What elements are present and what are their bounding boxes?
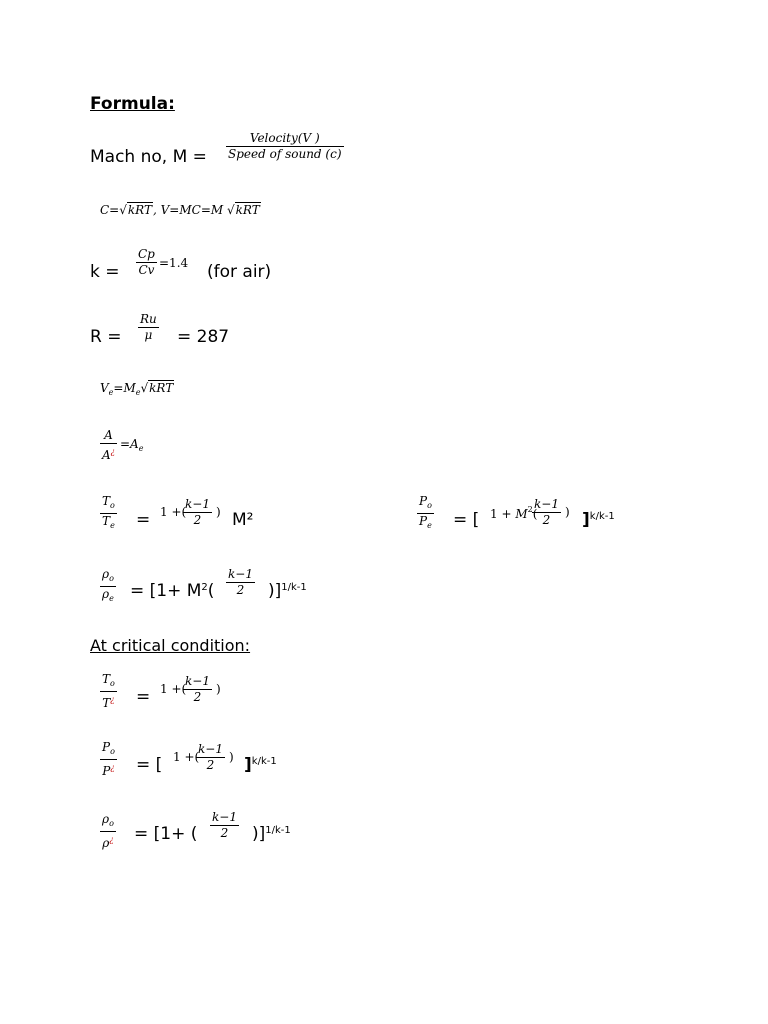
ve-v: V: [100, 381, 109, 395]
area-rhs: [120, 437, 143, 453]
crit-temp-inner-den: 2: [193, 690, 202, 704]
crit-press-equals: = [: [136, 755, 163, 775]
crit-temp-fraction: [100, 672, 117, 711]
k-fraction: [136, 247, 157, 278]
press-ratio-denominator: $P_e$: [419, 514, 432, 530]
temp-ratio-equals: =: [136, 510, 151, 530]
formula-heading: Formula:: [90, 94, 175, 114]
crit-temp-post: ): [216, 682, 221, 696]
crit-temp-denominator: T¿: [102, 695, 115, 710]
press-ratio-inner-fraction: [532, 497, 561, 528]
crit-dens-fraction: [100, 812, 116, 851]
area-rhs-text: =A: [120, 437, 139, 451]
ve-v-sub: e: [108, 388, 114, 397]
speed-of-sound-equation: C=√kRT, V=MC=M √kRT: [100, 203, 260, 217]
crit-press-denominator: P¿: [102, 763, 115, 778]
c-eq-radicand1: kRT: [127, 203, 153, 217]
press-ratio-equals: = [: [453, 510, 480, 530]
c-eq-radicand2: kRT: [235, 203, 260, 217]
ve-m: =M: [113, 381, 136, 395]
crit-dens-denominator: ρ¿: [102, 835, 114, 850]
ve-radicand: kRT: [149, 381, 174, 395]
press-ratio-post: ): [565, 505, 570, 519]
k-value: =1.4: [159, 256, 189, 270]
dens-ratio-denominator: $\rho_e$: [102, 587, 114, 603]
area-numerator: A: [100, 428, 117, 444]
temp-ratio-denominator: $T_e$: [102, 514, 115, 530]
crit-temp-inner-num: k−1: [185, 674, 210, 688]
crit-dens-close: )]$^{1/k-1}$: [252, 824, 291, 844]
crit-temp-numerator: $T_o$: [100, 672, 117, 692]
dens-ratio-close: )]$^{1/k-1}$: [268, 581, 307, 601]
temp-ratio-numerator: $T_o$: [100, 494, 117, 514]
crit-dens-lhs: = [1+ (: [134, 824, 198, 844]
temp-inner-num: k−1: [185, 497, 210, 511]
dens-ratio-inner-fraction: [226, 567, 255, 598]
crit-press-post: ): [229, 750, 234, 764]
area-den-letter: A: [102, 448, 111, 462]
temp-ratio-pre: 1 +(: [160, 505, 187, 519]
temp-inner-den: 2: [193, 513, 202, 527]
c-eq-part2: , V=MC=M: [153, 203, 227, 217]
crit-press-close: ]$^{k/k-1}$: [244, 755, 277, 775]
press-inner-num: k−1: [534, 497, 559, 511]
exit-velocity-equation: $V_e=M_e√kRT$: [100, 381, 174, 397]
area-denominator: [100, 444, 117, 463]
temp-ratio-fraction: [100, 494, 117, 533]
k-numerator: Cp: [138, 247, 155, 261]
press-inner-den: 2: [542, 513, 551, 527]
temp-ratio-inner-fraction: [183, 497, 212, 528]
k-label: k =: [90, 262, 120, 282]
r-value: = 287: [177, 327, 230, 347]
crit-press-inner-fraction: [196, 742, 225, 773]
dens-ratio-fraction: [100, 567, 116, 606]
critical-heading: At critical condition:: [90, 636, 251, 655]
r-denominator: μ: [144, 328, 153, 342]
area-den-star: ¿: [110, 447, 115, 456]
crit-dens-inner-fraction: [210, 810, 239, 841]
temp-ratio-tail: M²: [232, 510, 254, 530]
mach-numerator: Velocity(V ): [226, 131, 344, 147]
crit-press-fraction: [100, 740, 117, 779]
crit-press-inner-num: k−1: [198, 742, 223, 756]
dens-inner-num: k−1: [228, 567, 253, 581]
crit-dens-inner-num: k−1: [212, 810, 237, 824]
crit-temp-equals: =: [136, 687, 151, 707]
crit-press-inner-den: 2: [206, 758, 215, 772]
r-label: R =: [90, 327, 122, 347]
press-ratio-fraction: [417, 494, 434, 533]
mach-fraction: [226, 131, 344, 162]
area-rhs-sub: e: [138, 444, 144, 453]
press-ratio-numerator: $P_o$: [417, 494, 434, 514]
dens-ratio-numerator: $\rho_o$: [100, 567, 116, 587]
press-ratio-pre: $1 + M^2$(: [490, 505, 538, 521]
c-eq-part1: C=: [100, 203, 120, 217]
crit-temp-pre: 1 +(: [160, 682, 187, 696]
k-denominator: Cv: [138, 263, 155, 277]
crit-dens-inner-den: 2: [220, 826, 229, 840]
crit-dens-numerator: $\rho_o$: [100, 812, 116, 832]
mach-label: Mach no, M =: [90, 147, 207, 167]
crit-press-numerator: $P_o$: [100, 740, 117, 760]
dens-inner-den: 2: [236, 583, 245, 597]
crit-press-pre: 1 +(: [173, 750, 200, 764]
r-fraction: [138, 312, 159, 343]
press-ratio-close: ]$^{k/k-1}$: [582, 510, 615, 530]
area-fraction: [100, 428, 117, 463]
dens-ratio-lhs: = [$1+ M^2$(: [130, 581, 215, 601]
ve-m-sub: e: [135, 388, 141, 397]
k-note: (for air): [207, 262, 272, 282]
crit-temp-inner-fraction: [183, 674, 212, 705]
r-numerator: Ru: [140, 312, 157, 326]
mach-denominator: Speed of sound (c): [228, 147, 342, 161]
temp-ratio-post: ): [216, 505, 221, 519]
